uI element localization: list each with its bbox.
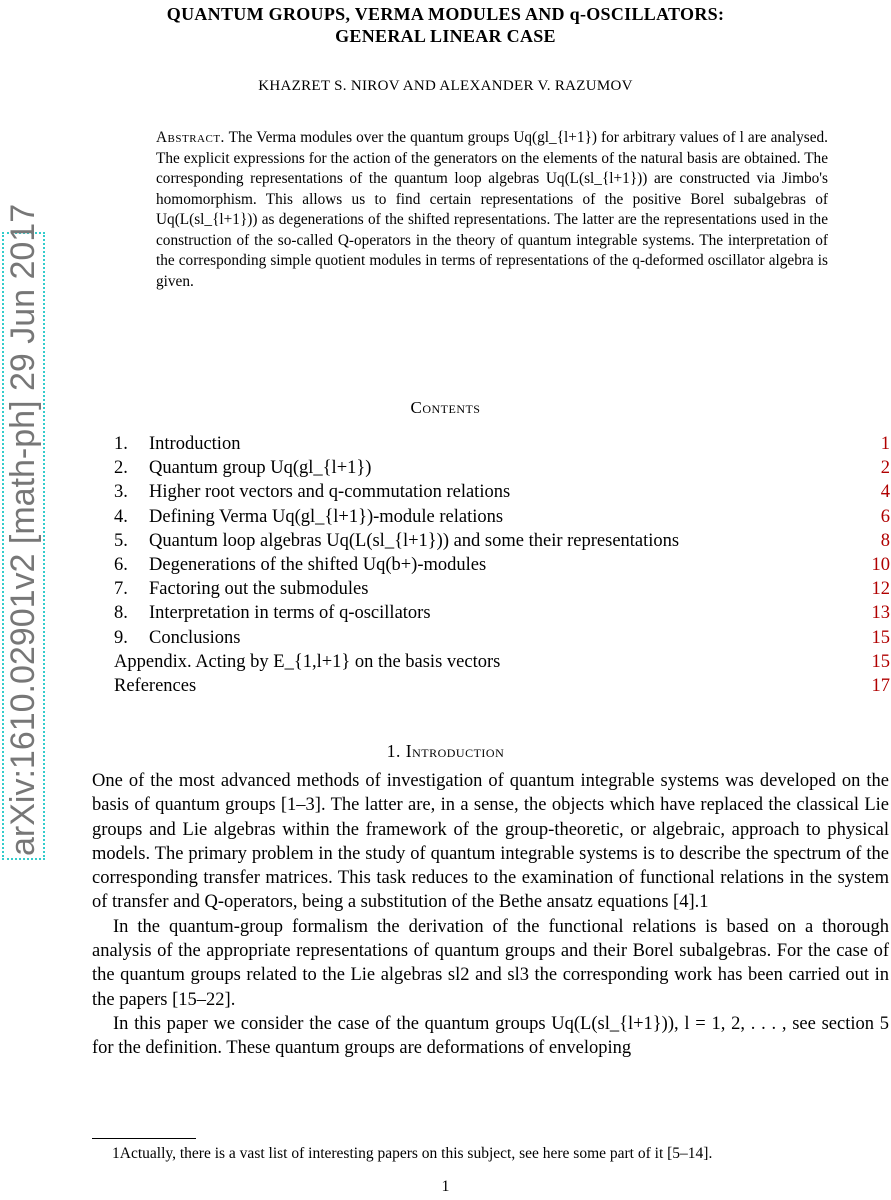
toc-page-link[interactable]: 17 (871, 676, 890, 696)
toc-number: 7. (114, 579, 128, 600)
toc-entry[interactable] (114, 626, 890, 650)
toc-label: Degenerations of the shifted Uq(b+)-modules (149, 555, 487, 575)
arxiv-stamp[interactable] (2, 203, 45, 860)
toc-label: References (114, 676, 197, 696)
arxiv-stamp-text: arXiv:1610.02901v2 [math-ph] 29 Jun 2017 (4, 203, 42, 856)
abstract-label: Abstract. (156, 129, 225, 146)
title-line-2: GENERAL LINEAR CASE (335, 26, 556, 46)
toc-page-link[interactable]: 15 (871, 627, 890, 648)
section-heading: 1. Introduction (386, 741, 505, 761)
toc-page-link[interactable]: 13 (871, 603, 890, 624)
toc-entry[interactable] (114, 553, 890, 577)
toc-label: Introduction (149, 434, 241, 454)
toc-entry[interactable] (114, 456, 890, 480)
toc-entry[interactable] (114, 529, 890, 553)
toc-number: 2. (114, 458, 128, 479)
title-line-1: QUANTUM GROUPS, VERMA MODULES AND q-OSCILLATORS: (166, 4, 725, 24)
toc-entry[interactable] (114, 505, 890, 529)
toc-number: 1. (114, 434, 128, 454)
contents-heading: Contents (410, 398, 481, 417)
toc-page-link[interactable]: 6 (880, 506, 890, 527)
abstract-text: The Verma modules over the quantum groups Uq(gl_{l+1}) for arbitrary values of l are analysed. The explicit expressions for the action of the generators on the elements of the natural basis are obtained. The corresponding representations of the quantum loop algebras Uq(L(sl_{l+1})) are constructed via Jimbo's homomorphism. This allows us to find certain representations of the positive Borel subalgebras of Uq(L(sl_{l+1})) as degenerations of the shifted representations. The latter are the representations used in the construction of the so-called Q-operators in the theory of quantum integrable systems. The interpretation of the corresponding simple quotient modules in terms of representations of the q-deformed oscillator algebra is given. (156, 129, 828, 290)
authors: KHAZRET S. NIROV AND ALEXANDER V. RAZUMOV (258, 78, 633, 94)
page-number: 1 (441, 1178, 450, 1195)
toc-entry[interactable] (114, 480, 890, 504)
paragraph: In the quantum-group formalism the derivation of the functional relations is based on a thorough analysis of the appropriate representations of quantum groups and their Borel subalgebras. For the case of the quantum groups related to the Lie algebras sl2 and sl3 the corresponding work has been carried out in the papers [15–22]. (92, 916, 889, 1010)
toc-number: 6. (114, 555, 128, 575)
toc-entry[interactable] (114, 650, 890, 674)
toc-label: Conclusions (149, 627, 241, 648)
toc-number: 8. (114, 603, 128, 624)
toc-entry[interactable] (114, 432, 890, 456)
toc-page-link[interactable]: 4 (880, 482, 890, 503)
toc-label: Quantum group Uq(gl_{l+1}) (149, 458, 372, 479)
toc-number: 4. (114, 506, 128, 527)
toc-label: Interpretation in terms of q-oscillators (149, 603, 431, 624)
toc-label: Appendix. Acting by E_{1,l+1} on the basis vectors (114, 651, 501, 672)
toc-entry[interactable] (114, 674, 890, 698)
toc-entry[interactable] (114, 601, 890, 625)
toc-entry[interactable] (114, 577, 890, 601)
toc-page-link[interactable]: 12 (871, 579, 890, 600)
footnote-rule (92, 1138, 196, 1139)
toc-page-link[interactable]: 8 (880, 530, 890, 551)
toc-number: 3. (114, 482, 128, 503)
toc-label: Defining Verma Uq(gl_{l+1})-module relations (149, 506, 504, 527)
abstract (156, 128, 828, 292)
paragraph: In this paper we consider the case of the quantum groups Uq(L(sl_{l+1})), l = 1, 2, . . . , see section 5 for the definition. These quantum groups are deformations of enveloping (92, 1013, 889, 1059)
section-body (92, 769, 889, 1061)
toc-label: Quantum loop algebras Uq(L(sl_{l+1})) and some their representations (149, 530, 680, 551)
paragraph: One of the most advanced methods of investigation of quantum integrable systems was developed on the basis of quantum groups [1–3]. The latter are, in a sense, the objects which have replaced the classical Lie groups and Lie algebras within the framework of the group-theoretic, or algebraic, approach to physical models. The primary problem in the study of quantum integrable systems is to describe the spectrum of the corresponding transfer matrices. This task reduces to the examination of functional relations in the system of transfer and Q-operators, being a substitution of the Bethe ansatz equations [4].1 (92, 771, 889, 913)
toc-label: Factoring out the submodules (149, 579, 369, 600)
toc-page-link[interactable]: 1 (880, 434, 890, 454)
toc-label: Higher root vectors and q-commutation relations (149, 482, 511, 503)
toc-page-link[interactable]: 2 (880, 458, 890, 479)
footnote: 1Actually, there is a vast list of interesting papers on this subject, see here some part of it [5–14]. (112, 1145, 713, 1162)
toc-page-link[interactable]: 10 (871, 555, 890, 575)
toc-page-link[interactable]: 15 (871, 651, 890, 672)
toc-number: 9. (114, 627, 128, 648)
toc-number: 5. (114, 530, 128, 551)
